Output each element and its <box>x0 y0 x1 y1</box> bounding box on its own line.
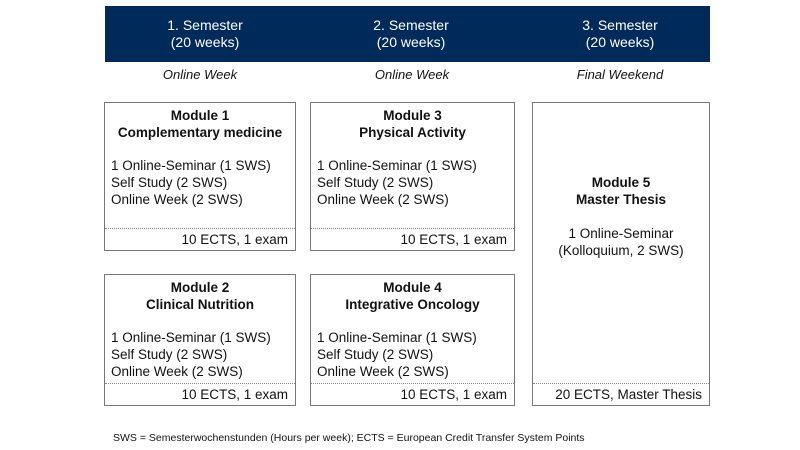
module-number: Module 1 <box>170 108 230 123</box>
semester-1-header <box>105 6 305 62</box>
module-item: 1 Online-Seminar (1 SWS) <box>317 330 477 345</box>
semester-header-bar <box>105 6 710 62</box>
module-item: Online Week (2 SWS) <box>317 364 449 379</box>
module-item: 1 Online-Seminar (1 SWS) <box>111 158 271 173</box>
module-item: 1 Online-Seminar (1 SWS) <box>317 158 477 173</box>
module-4-box <box>310 274 515 406</box>
module-item: Online Week (2 SWS) <box>111 364 243 379</box>
module-items <box>111 329 271 380</box>
module-5-box <box>532 102 710 406</box>
semester-duration: (20 weeks) <box>170 34 240 50</box>
module-item: Self Study (2 SWS) <box>317 347 434 362</box>
module-title <box>311 279 514 313</box>
semester-2-header <box>311 6 511 62</box>
module-number: Module 2 <box>170 280 230 295</box>
module-item: Self Study (2 SWS) <box>317 175 434 190</box>
module-title <box>311 107 514 141</box>
semester-duration: (20 weeks) <box>376 34 446 50</box>
module-title <box>105 279 295 313</box>
module-name: Master Thesis <box>575 192 667 207</box>
module-items <box>533 225 709 259</box>
module-3-box <box>310 102 515 251</box>
module-item: (Kolloquium, 2 SWS) <box>558 243 684 258</box>
module-title <box>533 174 709 208</box>
module-credits: 10 ECTS, 1 exam <box>105 228 295 250</box>
module-name: Physical Activity <box>359 125 466 140</box>
module-item: 1 Online-Seminar <box>568 226 674 241</box>
module-item: Self Study (2 SWS) <box>111 175 228 190</box>
semester-2-subheading: Online Week <box>374 67 450 82</box>
module-credits: 20 ECTS, Master Thesis <box>533 383 709 405</box>
module-item: Online Week (2 SWS) <box>111 192 243 207</box>
semester-3-subheading: Final Weekend <box>576 67 664 82</box>
module-title <box>105 107 295 141</box>
module-name: Clinical Nutrition <box>146 297 254 312</box>
semester-label: 1. Semester <box>167 17 243 33</box>
abbreviation-footnote: SWS = Semesterwochenstunden (Hours per week); ECTS = European Credit Transfer System Points <box>113 432 585 444</box>
module-name: Complementary medicine <box>117 125 283 140</box>
module-number: Module 5 <box>591 175 651 190</box>
semester-duration: (20 weeks) <box>585 34 655 50</box>
module-number: Module 3 <box>383 108 442 123</box>
semester-1-subheading: Online Week <box>162 67 238 82</box>
module-2-box <box>104 274 296 406</box>
module-number: Module 4 <box>383 280 442 295</box>
module-items <box>111 157 271 208</box>
module-1-box <box>104 102 296 251</box>
module-item: 1 Online-Seminar (1 SWS) <box>111 330 271 345</box>
semester-label: 2. Semester <box>373 17 449 33</box>
semester-label: 3. Semester <box>582 17 658 33</box>
module-credits: 10 ECTS, 1 exam <box>311 383 514 405</box>
module-items <box>317 157 477 208</box>
module-item: Online Week (2 SWS) <box>317 192 449 207</box>
semester-3-header <box>520 6 720 62</box>
module-item: Self Study (2 SWS) <box>111 347 228 362</box>
module-items <box>317 329 477 380</box>
module-name: Integrative Oncology <box>345 297 480 312</box>
module-credits: 10 ECTS, 1 exam <box>105 383 295 405</box>
module-credits: 10 ECTS, 1 exam <box>311 228 514 250</box>
